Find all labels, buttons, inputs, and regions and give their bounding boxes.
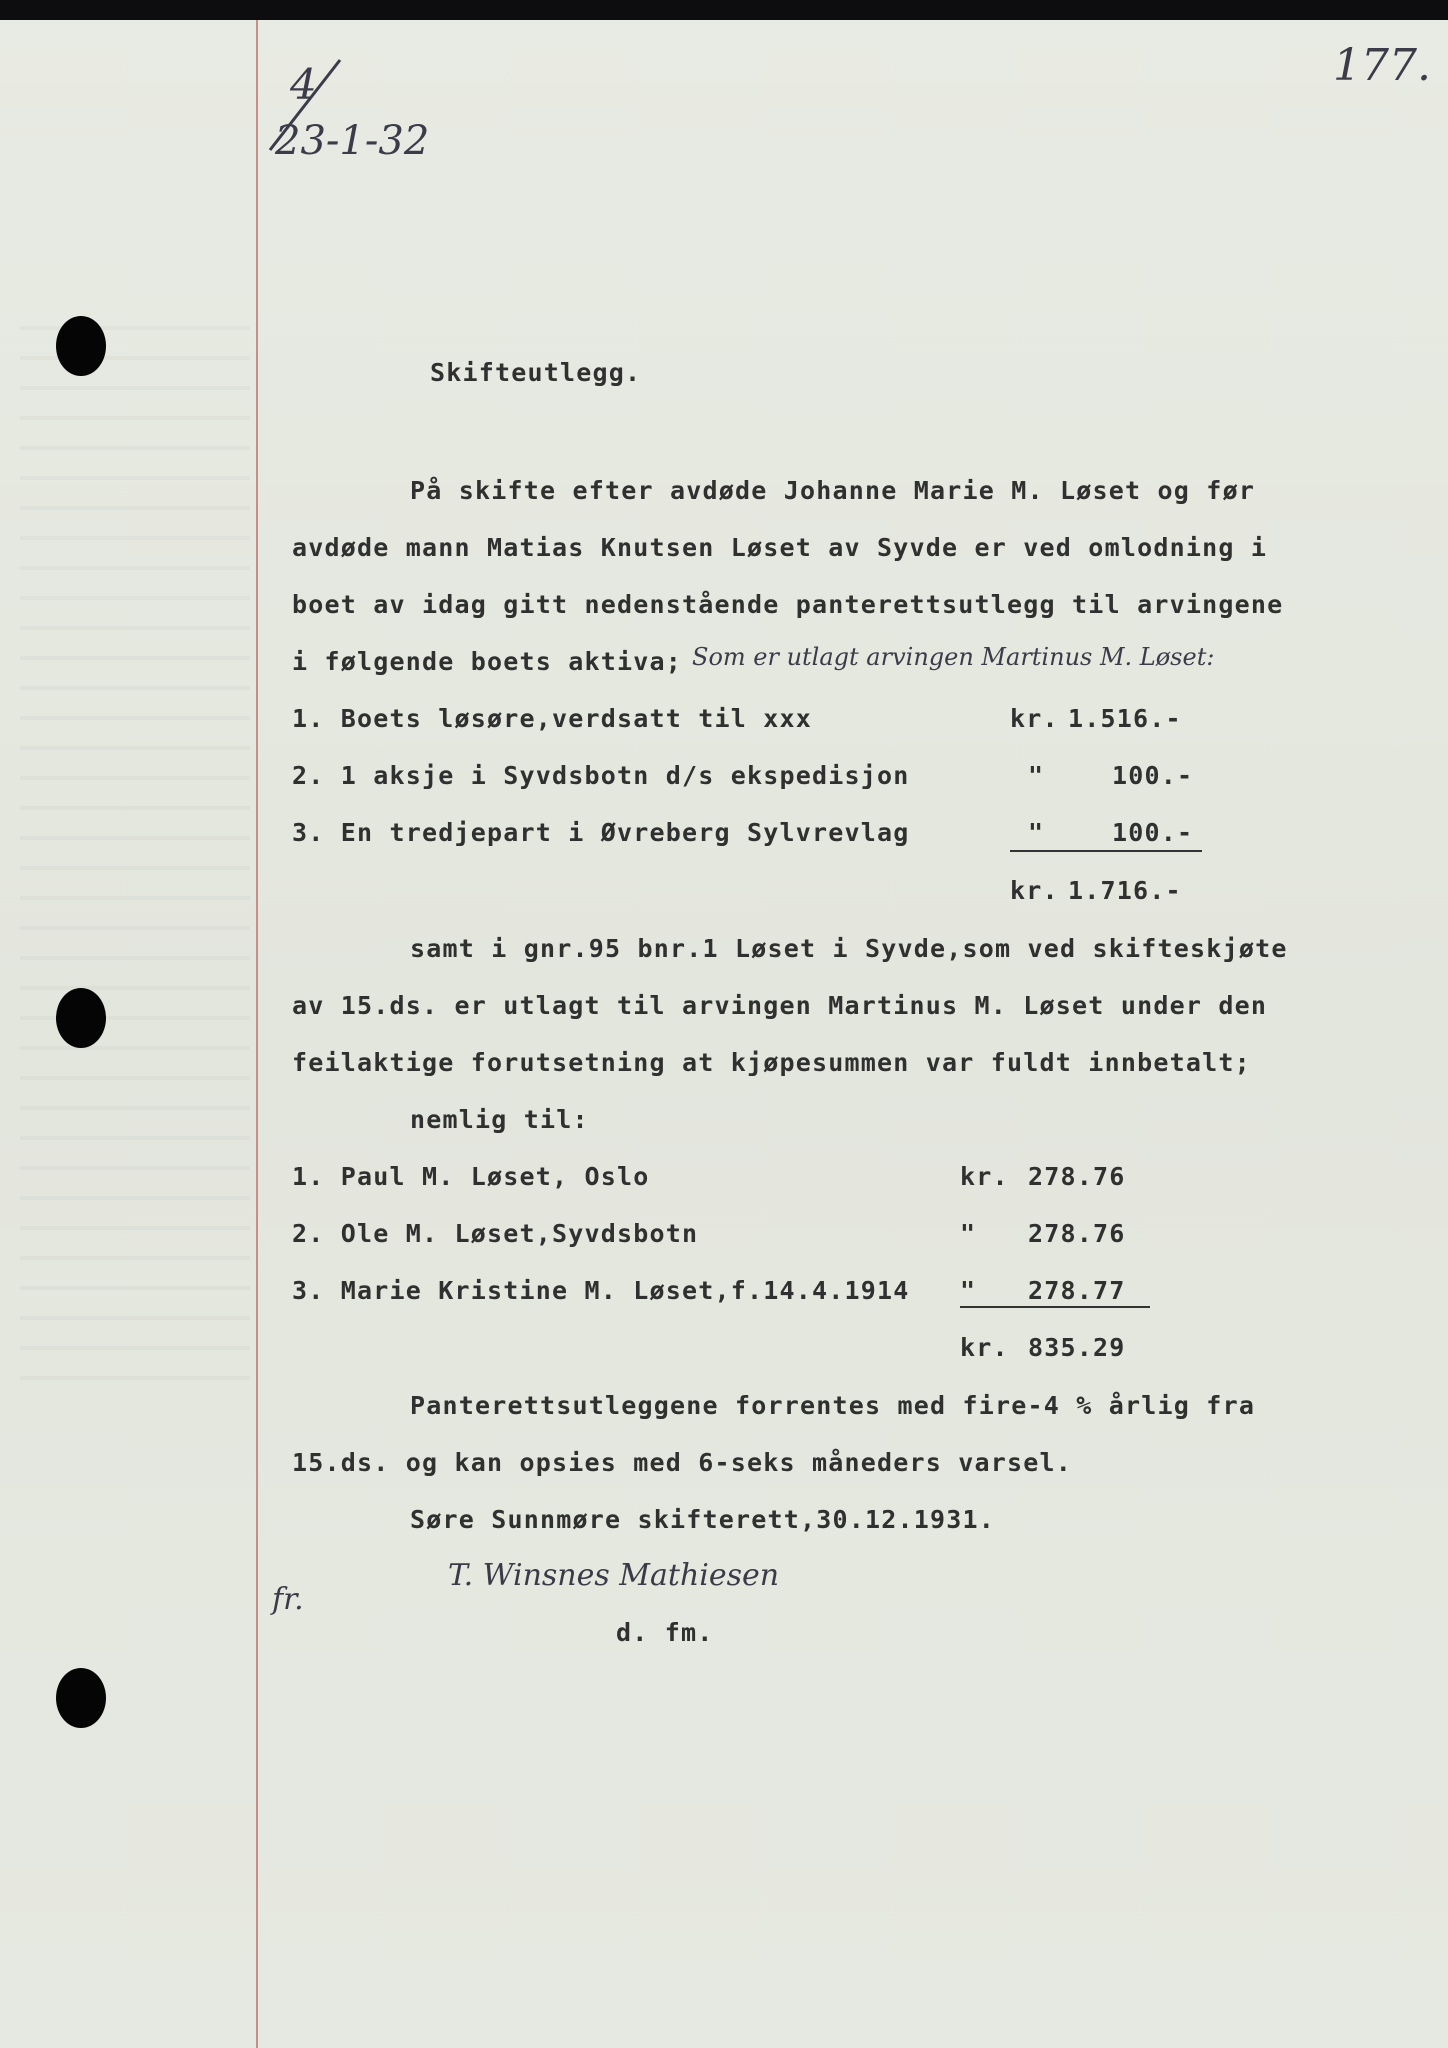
signature-title: d. fm. <box>616 1618 714 1647</box>
punch-hole-icon <box>56 1668 106 1728</box>
middle-line-4: nemlig til: <box>410 1105 589 1134</box>
middle-line-1: samt i gnr.95 bnr.1 Løset i Syvde,som ved skifteskjøte <box>410 934 1288 963</box>
heir-currency: kr. <box>960 1162 1009 1191</box>
margin-rule <box>256 20 258 2048</box>
signature-prefix: fr. <box>272 1582 304 1617</box>
signature: T. Winsnes Mathiesen <box>448 1558 780 1593</box>
asset-amount: 1.516.- <box>1068 704 1182 733</box>
heir-amount: 278.76 <box>1028 1219 1126 1248</box>
heir-currency: " <box>960 1276 977 1305</box>
scan-top-edge <box>0 0 1448 20</box>
folio-number: 4 <box>290 60 317 109</box>
intro-line-4: i følgende boets aktiva; <box>292 647 683 676</box>
asset-currency: " <box>1028 761 1045 790</box>
bleed-through-texture <box>20 300 250 1400</box>
punch-hole-icon <box>56 316 106 376</box>
intro-line-1: På skifte efter avdøde Johanne Marie M. Løset og før <box>410 476 1256 505</box>
closing-line-2: 15.ds. og kan opsies med 6-seks måneders varsel. <box>292 1448 1073 1477</box>
intro-line-2: avdøde mann Matias Knutsen Løset av Syvde er ved omlodning i <box>292 533 1268 562</box>
heir-label: 1. Paul M. Løset, Oslo <box>292 1162 650 1191</box>
place-and-date: Søre Sunnmøre skifterett,30.12.1931. <box>410 1505 996 1534</box>
heir-amount: 278.77 <box>1028 1276 1126 1305</box>
heir-currency: " <box>960 1219 977 1248</box>
asset-total-amount: 1.716.- <box>1068 876 1182 905</box>
page-number: 177. <box>1333 40 1431 91</box>
middle-line-3: feilaktige forutsetning at kjøpesummen var fuldt innbetalt; <box>292 1048 1251 1077</box>
document-title: Skifteutlegg. <box>430 358 642 387</box>
closing-line-1: Panterettsutleggene forrentes med fire-4 % årlig fra <box>410 1391 1256 1420</box>
asset-label: 2. 1 aksje i Syvdsbotn d/s ekspedisjon <box>292 761 910 790</box>
heir-total-currency: kr. <box>960 1333 1009 1362</box>
middle-line-2: av 15.ds. er utlagt til arvingen Martinus M. Løset under den <box>292 991 1268 1020</box>
heir-amount: 278.76 <box>1028 1162 1126 1191</box>
asset-amount: 100.- <box>1112 761 1194 790</box>
sum-rule <box>1010 850 1202 852</box>
heir-label: 3. Marie Kristine M. Løset,f.14.4.1914 <box>292 1276 910 1305</box>
heir-total-amount: 835.29 <box>1028 1333 1126 1362</box>
asset-label: 3. En tredjepart i Øvreberg Sylvrevlag <box>292 818 910 847</box>
asset-amount: 100.- <box>1112 818 1194 847</box>
asset-total-currency: kr. <box>1010 876 1059 905</box>
punch-hole-icon <box>56 988 106 1048</box>
asset-currency: " <box>1028 818 1045 847</box>
asset-label: 1. Boets løsøre,verdsatt til xxx <box>292 704 813 733</box>
registration-date: 23-1-32 <box>275 118 430 164</box>
sum-rule <box>960 1306 1150 1308</box>
intro-line-3: boet av idag gitt nedenstående panterettsutlegg til arvingene <box>292 590 1284 619</box>
asset-currency: kr. <box>1010 704 1059 733</box>
heir-label: 2. Ole M. Løset,Syvdsbotn <box>292 1219 699 1248</box>
handwritten-insert: Som er utlagt arvingen Martinus M. Løset: <box>692 643 1215 671</box>
